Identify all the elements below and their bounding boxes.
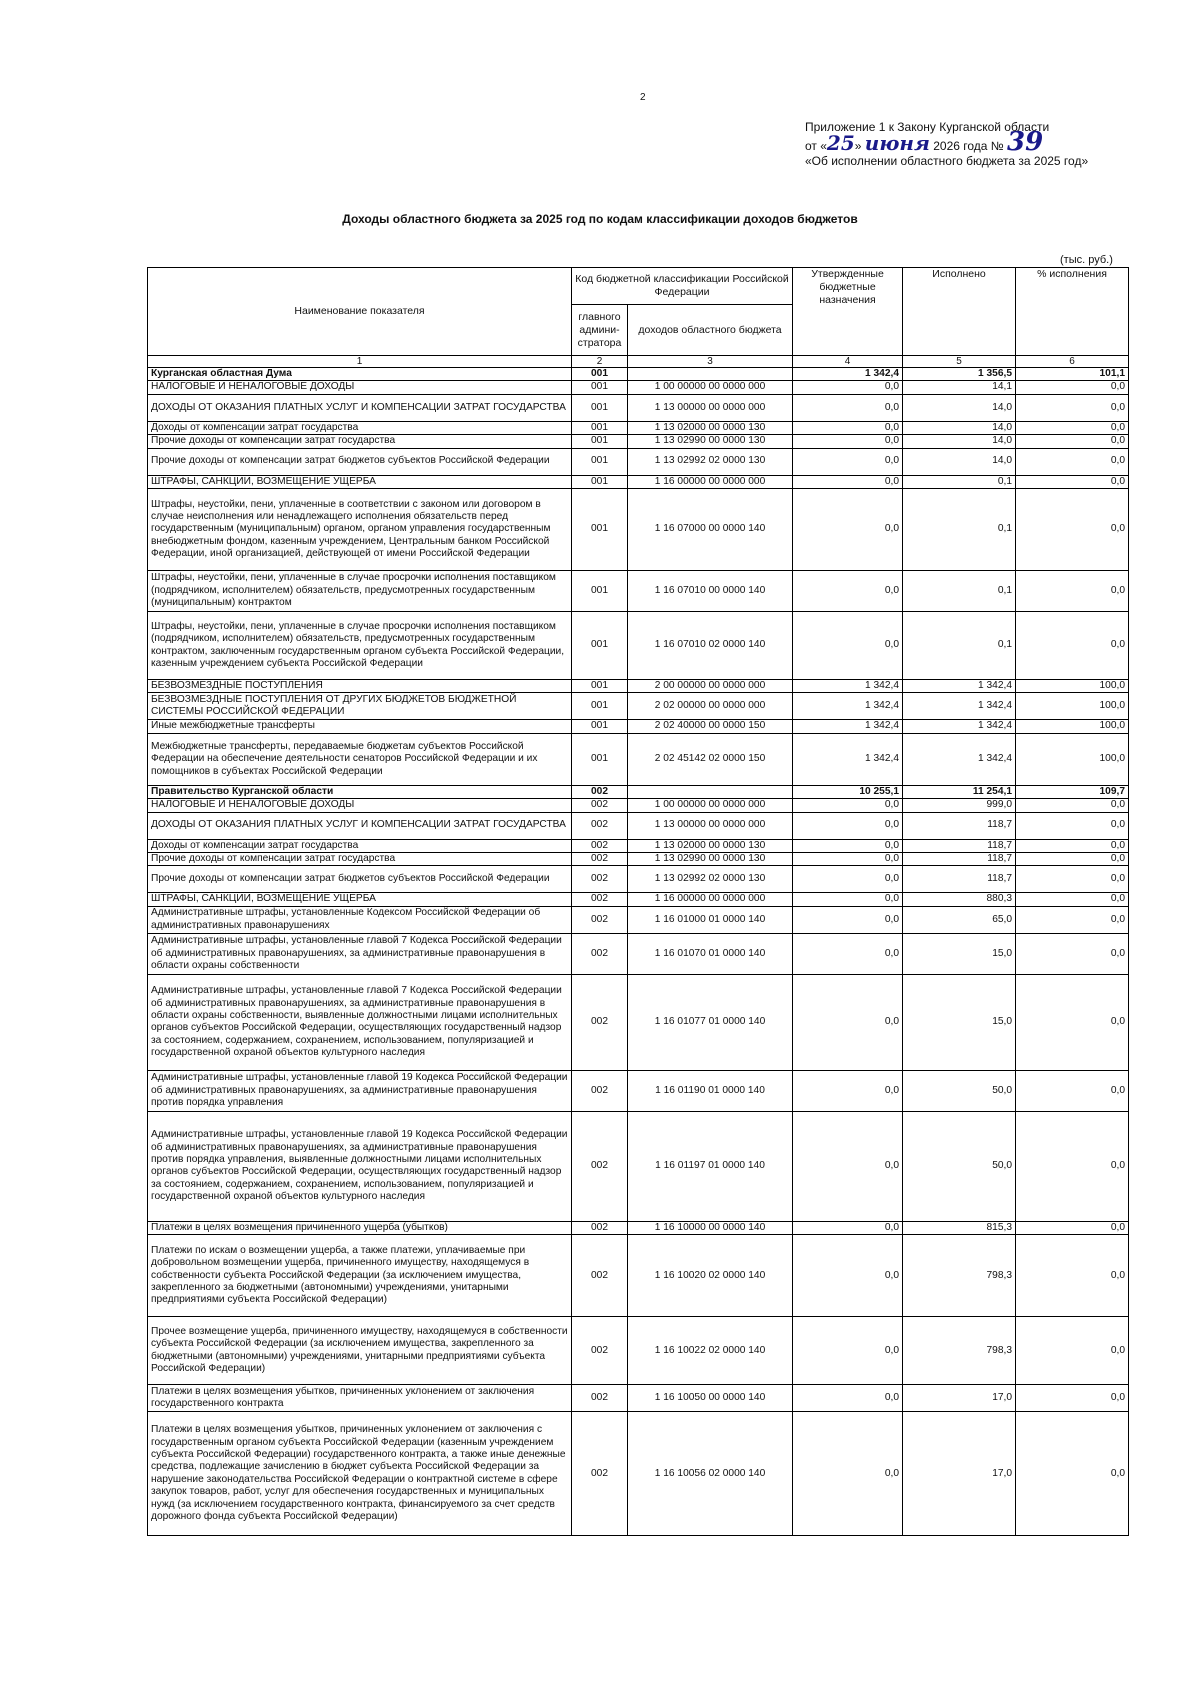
page-number: 2 bbox=[640, 92, 646, 103]
row-executed: 0,1 bbox=[903, 489, 1016, 571]
row-percent: 0,0 bbox=[1016, 906, 1129, 933]
row-income-code: 1 00 00000 00 0000 000 bbox=[628, 799, 793, 812]
row-admin-code: 002 bbox=[572, 812, 628, 839]
header-name: Наименование показателя bbox=[148, 268, 572, 356]
row-percent: 0,0 bbox=[1016, 612, 1129, 680]
row-admin-code: 002 bbox=[572, 933, 628, 974]
row-executed: 118,7 bbox=[903, 866, 1016, 893]
table-row bbox=[148, 1070, 1129, 1111]
row-approved: 0,0 bbox=[793, 394, 903, 421]
row-name: Платежи по искам о возмещении ущерба, а также платежи, уплачиваемые при добровольном возмещении ущерба, причиненного имуществу, находящемуся в собственности субъекта Российской Федерации (за исключением имущества, закрепленного за бюджетными (автономными) учреждениями, унитарными предприятиями субъекта Российской Федерации) bbox=[148, 1235, 572, 1317]
row-approved: 0,0 bbox=[793, 1385, 903, 1412]
table-row bbox=[148, 571, 1129, 612]
row-approved: 0,0 bbox=[793, 933, 903, 974]
row-approved: 0,0 bbox=[793, 448, 903, 475]
row-admin-code: 001 bbox=[572, 448, 628, 475]
row-admin-code: 001 bbox=[572, 720, 628, 733]
row-approved: 0,0 bbox=[793, 489, 903, 571]
row-executed: 999,0 bbox=[903, 799, 1016, 812]
row-name: Иные межбюджетные трансферты bbox=[148, 720, 572, 733]
row-admin-code: 001 bbox=[572, 612, 628, 680]
row-percent: 0,0 bbox=[1016, 839, 1129, 852]
row-admin-code: 001 bbox=[572, 435, 628, 448]
table-row bbox=[148, 1385, 1129, 1412]
table-row bbox=[148, 1412, 1129, 1536]
table-row bbox=[148, 866, 1129, 893]
row-name: Административные штрафы, установленные главой 7 Кодекса Российской Федерации об административных правонарушениях, за административные правонарушения в области охраны собственности bbox=[148, 933, 572, 974]
table-row bbox=[148, 612, 1129, 680]
header-admin: главного админи-стратора bbox=[572, 305, 628, 356]
row-approved: 0,0 bbox=[793, 1111, 903, 1221]
row-name: Штрафы, неустойки, пени, уплаченные в соответствии с законом или договором в случае неисполнения или ненадлежащего исполнения обязательств перед государственным (муниципальным) органом, органом управления государственным внебюджетным фондом, казенным учреждением, Центральным банком Российской Федерации, иной организацией, действующей от имени Российской Федерации bbox=[148, 489, 572, 571]
row-income-code: 1 16 07010 02 0000 140 bbox=[628, 612, 793, 680]
table-row bbox=[148, 906, 1129, 933]
row-admin-code: 001 bbox=[572, 368, 628, 381]
row-approved: 0,0 bbox=[793, 571, 903, 612]
row-income-code bbox=[628, 785, 793, 798]
row-admin-code: 002 bbox=[572, 1111, 628, 1221]
row-executed: 1 342,4 bbox=[903, 693, 1016, 720]
row-executed: 14,0 bbox=[903, 448, 1016, 475]
row-name: НАЛОГОВЫЕ И НЕНАЛОГОВЫЕ ДОХОДЫ bbox=[148, 381, 572, 394]
row-executed: 0,1 bbox=[903, 571, 1016, 612]
row-executed: 0,1 bbox=[903, 475, 1016, 488]
row-income-code: 1 16 10022 02 0000 140 bbox=[628, 1317, 793, 1385]
row-name: Административные штрафы, установленные Кодексом Российской Федерации об административных правонарушениях bbox=[148, 906, 572, 933]
row-percent: 0,0 bbox=[1016, 1235, 1129, 1317]
row-approved: 0,0 bbox=[793, 1317, 903, 1385]
row-income-code: 1 16 01190 01 0000 140 bbox=[628, 1070, 793, 1111]
row-executed: 1 342,4 bbox=[903, 720, 1016, 733]
row-income-code: 2 02 00000 00 0000 000 bbox=[628, 693, 793, 720]
row-executed: 15,0 bbox=[903, 933, 1016, 974]
row-income-code: 1 16 01070 01 0000 140 bbox=[628, 933, 793, 974]
row-income-code: 2 00 00000 00 0000 000 bbox=[628, 680, 793, 693]
row-name: Доходы от компенсации затрат государства bbox=[148, 421, 572, 434]
table-row bbox=[148, 489, 1129, 571]
row-approved: 0,0 bbox=[793, 1221, 903, 1234]
row-executed: 11 254,1 bbox=[903, 785, 1016, 798]
date-prefix: от « bbox=[805, 139, 827, 153]
row-approved: 0,0 bbox=[793, 421, 903, 434]
row-income-code: 1 16 10020 02 0000 140 bbox=[628, 1235, 793, 1317]
row-admin-code: 001 bbox=[572, 394, 628, 421]
row-income-code: 1 13 02000 00 0000 130 bbox=[628, 421, 793, 434]
row-admin-code: 002 bbox=[572, 1385, 628, 1412]
row-name: Прочие доходы от компенсации затрат государства bbox=[148, 853, 572, 866]
row-percent: 0,0 bbox=[1016, 435, 1129, 448]
row-percent: 0,0 bbox=[1016, 1412, 1129, 1536]
appendix-line-1: Приложение 1 к Закону Курганской области bbox=[805, 120, 1050, 134]
row-income-code: 1 13 02990 00 0000 130 bbox=[628, 435, 793, 448]
column-index: 2 bbox=[572, 356, 628, 368]
row-percent: 0,0 bbox=[1016, 381, 1129, 394]
table-row bbox=[148, 394, 1129, 421]
row-admin-code: 002 bbox=[572, 799, 628, 812]
table-row bbox=[148, 435, 1129, 448]
row-percent: 0,0 bbox=[1016, 1221, 1129, 1234]
row-approved: 0,0 bbox=[793, 799, 903, 812]
row-income-code: 1 13 00000 00 0000 000 bbox=[628, 812, 793, 839]
row-admin-code: 002 bbox=[572, 1070, 628, 1111]
row-approved: 0,0 bbox=[793, 893, 903, 906]
row-name: НАЛОГОВЫЕ И НЕНАЛОГОВЫЕ ДОХОДЫ bbox=[148, 799, 572, 812]
row-income-code: 1 16 00000 00 0000 000 bbox=[628, 893, 793, 906]
row-income-code: 1 16 01077 01 0000 140 bbox=[628, 974, 793, 1070]
document-title: Доходы областного бюджета за 2025 год по кодам классификации доходов бюджетов bbox=[342, 212, 858, 226]
row-approved: 0,0 bbox=[793, 866, 903, 893]
row-admin-code: 001 bbox=[572, 733, 628, 785]
row-admin-code: 001 bbox=[572, 571, 628, 612]
row-name: ШТРАФЫ, САНКЦИИ, ВОЗМЕЩЕНИЕ УЩЕРБА bbox=[148, 475, 572, 488]
row-approved: 0,0 bbox=[793, 612, 903, 680]
row-percent: 100,0 bbox=[1016, 693, 1129, 720]
column-index: 1 bbox=[148, 356, 572, 368]
row-approved: 1 342,4 bbox=[793, 733, 903, 785]
row-executed: 14,1 bbox=[903, 381, 1016, 394]
row-approved: 0,0 bbox=[793, 1235, 903, 1317]
row-percent: 0,0 bbox=[1016, 1385, 1129, 1412]
row-income-code: 1 13 02992 02 0000 130 bbox=[628, 448, 793, 475]
header-income-code: доходов областного бюджета bbox=[628, 305, 793, 356]
revenue-table bbox=[147, 267, 1129, 1536]
row-executed: 815,3 bbox=[903, 1221, 1016, 1234]
row-income-code: 1 16 10056 02 0000 140 bbox=[628, 1412, 793, 1536]
row-admin-code: 002 bbox=[572, 974, 628, 1070]
row-income-code: 1 13 02000 00 0000 130 bbox=[628, 839, 793, 852]
row-percent: 0,0 bbox=[1016, 489, 1129, 571]
table-row bbox=[148, 839, 1129, 852]
appendix-line-3: «Об исполнении областного бюджета за 2025 год» bbox=[805, 154, 1089, 168]
row-approved: 1 342,4 bbox=[793, 368, 903, 381]
table-row bbox=[148, 680, 1129, 693]
column-index: 5 bbox=[903, 356, 1016, 368]
row-admin-code: 002 bbox=[572, 839, 628, 852]
table-row bbox=[148, 893, 1129, 906]
row-name: ДОХОДЫ ОТ ОКАЗАНИЯ ПЛАТНЫХ УСЛУГ И КОМПЕНСАЦИИ ЗАТРАТ ГОСУДАРСТВА bbox=[148, 812, 572, 839]
table-row bbox=[148, 1317, 1129, 1385]
handwritten-law-number: 39 bbox=[1007, 127, 1044, 157]
row-percent: 0,0 bbox=[1016, 866, 1129, 893]
column-index: 6 bbox=[1016, 356, 1129, 368]
table-row bbox=[148, 812, 1129, 839]
row-percent: 109,7 bbox=[1016, 785, 1129, 798]
row-admin-code: 002 bbox=[572, 893, 628, 906]
date-year: 2026 года № bbox=[933, 139, 1004, 153]
row-admin-code: 002 bbox=[572, 853, 628, 866]
row-approved: 0,0 bbox=[793, 974, 903, 1070]
row-admin-code: 001 bbox=[572, 381, 628, 394]
row-approved: 0,0 bbox=[793, 381, 903, 394]
row-percent: 0,0 bbox=[1016, 1317, 1129, 1385]
row-income-code: 2 02 40000 00 0000 150 bbox=[628, 720, 793, 733]
header-executed: Исполнено bbox=[903, 268, 1016, 356]
table-row bbox=[148, 421, 1129, 434]
row-approved: 0,0 bbox=[793, 839, 903, 852]
row-income-code: 1 16 07010 00 0000 140 bbox=[628, 571, 793, 612]
column-index: 4 bbox=[793, 356, 903, 368]
row-percent: 0,0 bbox=[1016, 1111, 1129, 1221]
row-admin-code: 002 bbox=[572, 785, 628, 798]
row-name: Штрафы, неустойки, пени, уплаченные в случае просрочки исполнения поставщиком (подрядчиком, исполнителем) обязательств, предусмотренных государственным контрактом, заключенным государственным органом субъекта Российской Федерации, казенным учреждением субъекта Российской Федерации bbox=[148, 612, 572, 680]
column-index: 3 bbox=[628, 356, 793, 368]
row-income-code: 1 16 00000 00 0000 000 bbox=[628, 475, 793, 488]
row-income-code: 2 02 45142 02 0000 150 bbox=[628, 733, 793, 785]
row-percent: 0,0 bbox=[1016, 812, 1129, 839]
row-executed: 0,1 bbox=[903, 612, 1016, 680]
row-executed: 14,0 bbox=[903, 421, 1016, 434]
row-approved: 0,0 bbox=[793, 812, 903, 839]
table-row bbox=[148, 785, 1129, 798]
row-executed: 50,0 bbox=[903, 1111, 1016, 1221]
row-name: ДОХОДЫ ОТ ОКАЗАНИЯ ПЛАТНЫХ УСЛУГ И КОМПЕНСАЦИИ ЗАТРАТ ГОСУДАРСТВА bbox=[148, 394, 572, 421]
row-approved: 0,0 bbox=[793, 475, 903, 488]
table-row bbox=[148, 853, 1129, 866]
row-name: Штрафы, неустойки, пени, уплаченные в случае просрочки исполнения поставщиком (подрядчиком, исполнителем) обязательств, предусмотренных государственным (муниципальным) контрактом bbox=[148, 571, 572, 612]
row-name: ШТРАФЫ, САНКЦИИ, ВОЗМЕЩЕНИЕ УЩЕРБА bbox=[148, 893, 572, 906]
row-admin-code: 001 bbox=[572, 475, 628, 488]
row-approved: 0,0 bbox=[793, 1412, 903, 1536]
row-admin-code: 001 bbox=[572, 421, 628, 434]
row-name: БЕЗВОЗМЕЗДНЫЕ ПОСТУПЛЕНИЯ bbox=[148, 680, 572, 693]
row-percent: 0,0 bbox=[1016, 933, 1129, 974]
table-row bbox=[148, 1221, 1129, 1234]
row-income-code: 1 16 10000 00 0000 140 bbox=[628, 1221, 793, 1234]
row-income-code: 1 13 02992 02 0000 130 bbox=[628, 866, 793, 893]
row-name: Платежи в целях возмещения причиненного ущерба (убытков) bbox=[148, 1221, 572, 1234]
row-income-code bbox=[628, 368, 793, 381]
table-row bbox=[148, 368, 1129, 381]
row-admin-code: 002 bbox=[572, 1221, 628, 1234]
row-admin-code: 002 bbox=[572, 1235, 628, 1317]
header-percent: % исполнения bbox=[1016, 268, 1129, 356]
column-index-row bbox=[148, 356, 1129, 368]
row-income-code: 1 16 07000 00 0000 140 bbox=[628, 489, 793, 571]
row-percent: 0,0 bbox=[1016, 853, 1129, 866]
row-admin-code: 002 bbox=[572, 1317, 628, 1385]
row-approved: 1 342,4 bbox=[793, 693, 903, 720]
row-income-code: 1 16 10050 00 0000 140 bbox=[628, 1385, 793, 1412]
row-executed: 1 342,4 bbox=[903, 733, 1016, 785]
table-row bbox=[148, 799, 1129, 812]
row-admin-code: 002 bbox=[572, 906, 628, 933]
table-row bbox=[148, 448, 1129, 475]
row-percent: 0,0 bbox=[1016, 394, 1129, 421]
row-executed: 50,0 bbox=[903, 1070, 1016, 1111]
row-admin-code: 001 bbox=[572, 693, 628, 720]
row-name: Курганская областная Дума bbox=[148, 368, 572, 381]
row-income-code: 1 00 00000 00 0000 000 bbox=[628, 381, 793, 394]
row-executed: 1 342,4 bbox=[903, 680, 1016, 693]
units-label: (тыс. руб.) bbox=[1060, 254, 1113, 266]
header-approved: Утвержденные бюджетные назначения bbox=[793, 268, 903, 356]
row-percent: 101,1 bbox=[1016, 368, 1129, 381]
row-name: Межбюджетные трансферты, передаваемые бюджетам субъектов Российской Федерации на обеспечение деятельности сенаторов Российской Федерации и их помощников в субъектах Российской Федерации bbox=[148, 733, 572, 785]
row-executed: 14,0 bbox=[903, 435, 1016, 448]
row-name: Административные штрафы, установленные главой 7 Кодекса Российской Федерации об административных правонарушениях, за административные правонарушения в области охраны собственности, выявленные должностными лицами исполнительных органов субъектов Российской Федерации, осуществляющих государственный надзор за состоянием, содержанием, сохранением, использованием, популяризацией и государственной охраной объектов культурного наследия bbox=[148, 974, 572, 1070]
row-income-code: 1 13 00000 00 0000 000 bbox=[628, 394, 793, 421]
row-executed: 118,7 bbox=[903, 812, 1016, 839]
row-name: Платежи в целях возмещения убытков, причиненных уклонением от заключения государственного контракта bbox=[148, 1385, 572, 1412]
row-percent: 0,0 bbox=[1016, 1070, 1129, 1111]
row-approved: 0,0 bbox=[793, 906, 903, 933]
row-income-code: 1 13 02990 00 0000 130 bbox=[628, 853, 793, 866]
row-percent: 0,0 bbox=[1016, 475, 1129, 488]
row-name: Административные штрафы, установленные главой 19 Кодекса Российской Федерации об административных правонарушениях, за административные правонарушения против порядка управления bbox=[148, 1070, 572, 1111]
row-executed: 15,0 bbox=[903, 974, 1016, 1070]
row-approved: 0,0 bbox=[793, 435, 903, 448]
row-name: Административные штрафы, установленные главой 19 Кодекса Российской Федерации об административных правонарушениях, за административные правонарушения против порядка управления, выявленные должностными лицами исполнительных органов субъектов Российской Федерации, осуществляющих государственный надзор за состоянием, содержанием, сохранением, использованием, популяризацией и государственной охраной объектов культурного наследия bbox=[148, 1111, 572, 1221]
row-approved: 0,0 bbox=[793, 853, 903, 866]
row-name: Платежи в целях возмещения убытков, причиненных уклонением от заключения с государственным органом субъекта Российской Федерации (казенным учреждением субъекта Российской Федерации) государственного контракта, а также иные денежные средства, подлежащие зачислению в бюджет субъекта Российской Федерации за нарушение законодательства Российской Федерации о контрактной системе в сфере закупок товаров, работ, услуг для обеспечения государственных и муниципальных нужд (за исключением государственного контракта, финансируемого за счет средств дорожного фонда субъекта Российской Федерации) bbox=[148, 1412, 572, 1536]
date-quote: » bbox=[854, 139, 862, 153]
row-percent: 100,0 bbox=[1016, 680, 1129, 693]
row-name: Правительство Курганской области bbox=[148, 785, 572, 798]
row-admin-code: 002 bbox=[572, 866, 628, 893]
row-percent: 0,0 bbox=[1016, 799, 1129, 812]
table-row bbox=[148, 720, 1129, 733]
row-name: Прочее возмещение ущерба, причиненного имуществу, находящемуся в собственности субъекта Российской Федерации (за исключением имущества, закрепленного за бюджетными (автономными) учреждениями, унитарными предприятиями субъекта Российской Федерации) bbox=[148, 1317, 572, 1385]
row-percent: 100,0 bbox=[1016, 733, 1129, 785]
row-name: Прочие доходы от компенсации затрат бюджетов субъектов Российской Федерации bbox=[148, 448, 572, 475]
header-code-group: Код бюджетной классификации Российской Федерации bbox=[572, 268, 793, 305]
table-row bbox=[148, 693, 1129, 720]
row-percent: 0,0 bbox=[1016, 893, 1129, 906]
row-executed: 65,0 bbox=[903, 906, 1016, 933]
row-percent: 100,0 bbox=[1016, 720, 1129, 733]
row-approved: 1 342,4 bbox=[793, 680, 903, 693]
row-percent: 0,0 bbox=[1016, 448, 1129, 475]
appendix-header bbox=[805, 120, 1185, 169]
row-admin-code: 001 bbox=[572, 489, 628, 571]
table-row bbox=[148, 733, 1129, 785]
row-income-code: 1 16 01000 01 0000 140 bbox=[628, 906, 793, 933]
row-percent: 0,0 bbox=[1016, 421, 1129, 434]
header-row-1 bbox=[148, 268, 1129, 305]
table-row bbox=[148, 974, 1129, 1070]
table-row bbox=[148, 475, 1129, 488]
row-executed: 798,3 bbox=[903, 1235, 1016, 1317]
row-executed: 118,7 bbox=[903, 853, 1016, 866]
row-executed: 17,0 bbox=[903, 1412, 1016, 1536]
row-admin-code: 001 bbox=[572, 680, 628, 693]
row-approved: 1 342,4 bbox=[793, 720, 903, 733]
table-row bbox=[148, 1111, 1129, 1221]
handwritten-month: июня bbox=[864, 131, 930, 155]
row-approved: 10 255,1 bbox=[793, 785, 903, 798]
row-executed: 798,3 bbox=[903, 1317, 1016, 1385]
row-income-code: 1 16 01197 01 0000 140 bbox=[628, 1111, 793, 1221]
table-row bbox=[148, 933, 1129, 974]
row-percent: 0,0 bbox=[1016, 974, 1129, 1070]
row-approved: 0,0 bbox=[793, 1070, 903, 1111]
row-name: Прочие доходы от компенсации затрат государства bbox=[148, 435, 572, 448]
row-executed: 1 356,5 bbox=[903, 368, 1016, 381]
row-percent: 0,0 bbox=[1016, 571, 1129, 612]
row-name: БЕЗВОЗМЕЗДНЫЕ ПОСТУПЛЕНИЯ ОТ ДРУГИХ БЮДЖЕТОВ БЮДЖЕТНОЙ СИСТЕМЫ РОССИЙСКОЙ ФЕДЕРАЦИИ bbox=[148, 693, 572, 720]
row-admin-code: 002 bbox=[572, 1412, 628, 1536]
row-name: Прочие доходы от компенсации затрат бюджетов субъектов Российской Федерации bbox=[148, 866, 572, 893]
row-executed: 118,7 bbox=[903, 839, 1016, 852]
row-executed: 880,3 bbox=[903, 893, 1016, 906]
handwritten-day: 25 bbox=[826, 131, 855, 155]
row-name: Доходы от компенсации затрат государства bbox=[148, 839, 572, 852]
row-executed: 14,0 bbox=[903, 394, 1016, 421]
table-row bbox=[148, 1235, 1129, 1317]
table-row bbox=[148, 381, 1129, 394]
row-executed: 17,0 bbox=[903, 1385, 1016, 1412]
